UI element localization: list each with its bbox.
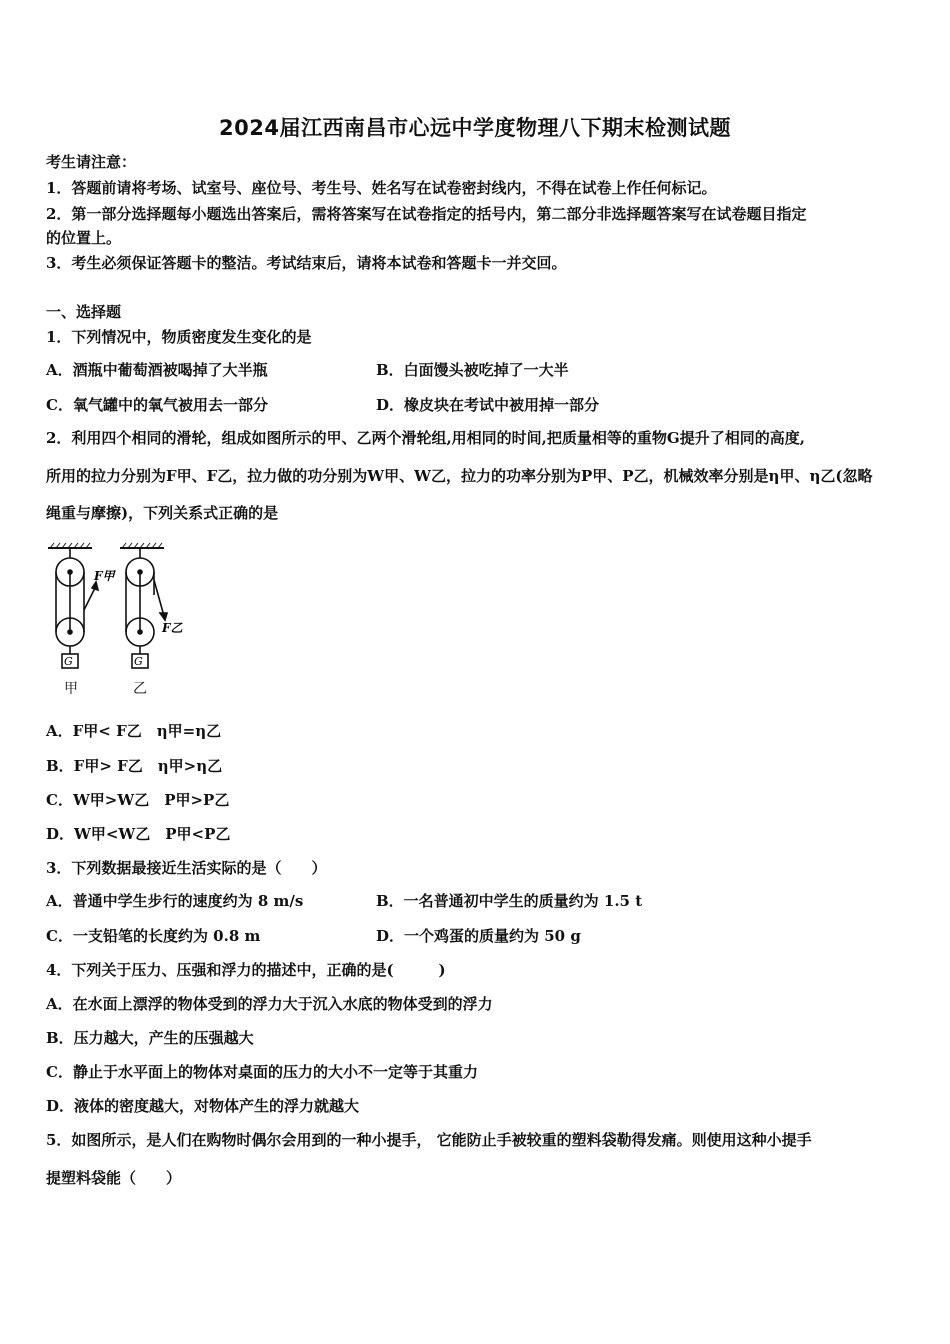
q4-option-c: C．静止于水平面上的物体对桌面的压力的大小不一定等于其重力 — [46, 1063, 478, 1081]
q4-stem: 4．下列关于压力、压强和浮力的描述中，正确的是( ) — [46, 961, 446, 979]
q2-option-b: B．F甲> F乙 η甲>η乙 — [46, 757, 223, 775]
q2-stem-line3: 绳重与摩擦)，下列关系式正确的是 — [46, 504, 279, 522]
force-label-left: F甲 — [94, 569, 115, 583]
force-label-right: F乙 — [162, 621, 183, 635]
q1-option-b: B．白面馒头被吃掉了一大半 — [376, 361, 569, 379]
q4-option-b: B．压力越大，产生的压强越大 — [46, 1029, 254, 1047]
q2-stem-line2: 所用的拉力分别为F甲、F乙，拉力做的功分别为W甲、W乙，拉力的功率分别为P甲、P乙，机械效率分别是η甲、η乙(忽略 — [46, 467, 873, 485]
notice-heading: 考生请注意： — [46, 153, 137, 171]
notice-item: 1．答题前请将考场、试室号、座位号、考生号、姓名写在试卷密封线内，不得在试卷上作任何标记。 — [46, 179, 717, 197]
q3-option-a: A．普通中学生步行的速度约为 8 m/s — [46, 892, 304, 910]
notice-item: 的位置上。 — [46, 229, 122, 247]
q3-option-d: D．一个鸡蛋的质量约为 50 g — [376, 927, 581, 945]
q5-stem-line2: 提塑料袋能（ ） — [46, 1169, 182, 1187]
notice-item: 2．第一部分选择题每小题选出答案后，需将答案写在试卷指定的括号内，第二部分非选择题答案写在试卷题目指定 — [46, 205, 807, 223]
page-title: 2024届江西南昌市心远中学度物理八下期末检测试题 — [219, 116, 731, 140]
notice-item: 3．考生必须保证答题卡的整洁。考试结束后，请将本试卷和答题卡一并交回。 — [46, 254, 567, 272]
q3-option-c: C．一支铅笔的长度约为 0.8 m — [46, 927, 261, 945]
pulley-system-right-icon — [126, 548, 167, 668]
q1-option-a: A．酒瓶中葡萄酒被喝掉了大半瓶 — [46, 361, 268, 379]
weight-label-right: G — [134, 655, 143, 668]
q4-option-a: A．在水面上漂浮的物体受到的浮力大于沉入水底的物体受到的浮力 — [46, 995, 493, 1013]
q1-option-d: D．橡皮块在考试中被用掉一部分 — [376, 396, 600, 414]
figure-label-left: 甲 — [64, 681, 78, 697]
q3-option-b: B．一名普通初中学生的质量约为 1.5 t — [376, 892, 643, 910]
pulley-system-left-icon — [56, 548, 98, 668]
q2-option-a: A．F甲< F乙 η甲=η乙 — [46, 722, 222, 740]
weight-label-left: G — [64, 655, 73, 668]
figure-label-right: 乙 — [133, 681, 147, 697]
section-heading: 一、选择题 — [46, 303, 122, 321]
q1-option-c: C．氧气罐中的氧气被用去一部分 — [46, 396, 268, 414]
ceiling-right-icon — [120, 543, 164, 548]
q5-stem-line1: 5．如图所示，是人们在购物时偶尔会用到的一种小提手， 它能防止手被较重的塑料袋勒得发痛。则使用这种小提手 — [46, 1131, 812, 1149]
q1-stem: 1．下列情况中，物质密度发生变化的是 — [46, 328, 312, 346]
q2-option-c: C．W甲>W乙 P甲>P乙 — [46, 791, 230, 809]
ceiling-left-icon — [48, 543, 92, 548]
pulley-figure — [40, 540, 200, 690]
q3-stem: 3．下列数据最接近生活实际的是（ ） — [46, 859, 327, 877]
q4-option-d: D．液体的密度越大，对物体产生的浮力就越大 — [46, 1097, 360, 1115]
q2-stem-line1: 2．利用四个相同的滑轮，组成如图所示的甲、乙两个滑轮组,用相同的时间,把质量相等的重物G提升了相同的高度, — [46, 429, 805, 447]
q2-option-d: D．W甲<W乙 P甲<P乙 — [46, 825, 231, 843]
